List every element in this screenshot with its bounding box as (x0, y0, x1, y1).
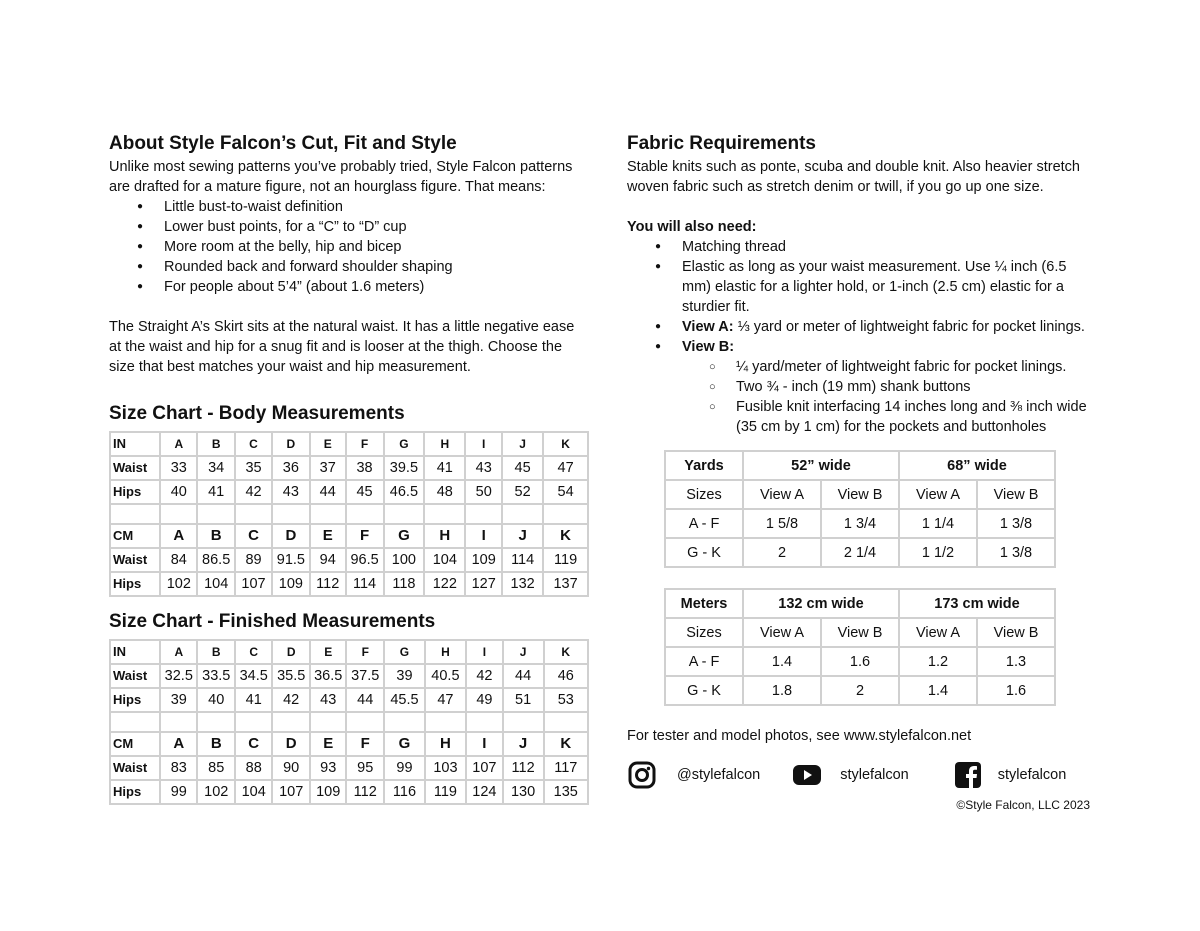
finished-chart-title: Size Chart - Finished Measurements (109, 611, 436, 632)
table-cell: 94 (310, 548, 346, 572)
table-cell: 51 (503, 688, 544, 712)
table-cell: 1 1/4 (899, 509, 977, 538)
table-cell: View A (743, 480, 821, 509)
table-cell: 42 (466, 664, 503, 688)
table-header-cell: H (424, 524, 465, 548)
table-header-cell: J (502, 524, 543, 548)
fit-description: The Straight A’s Skirt sits at the natural waist. It has a little negative ease at the waist and hip for a snug fit and is looser at the thigh. Choose the size that best matches your waist and hip measurement. (109, 319, 575, 375)
table-cell: 89 (235, 548, 272, 572)
table-cell: 52 (502, 480, 543, 504)
table-row (110, 480, 588, 504)
view-b-label: View B: (682, 339, 735, 355)
table-cell: 107 (272, 780, 310, 804)
table-cell: View B (977, 618, 1055, 647)
table-header-cell: 52” wide (743, 451, 899, 480)
table-cell: 119 (425, 780, 466, 804)
table-cell: 37.5 (346, 664, 384, 688)
table-header-cell: E (310, 640, 346, 664)
view-a-label: View A: (682, 319, 734, 335)
fit-bullet: ● Little bust-to-waist definition (109, 197, 589, 217)
table-header-cell: A (160, 524, 197, 548)
table-cell: 104 (424, 548, 465, 572)
table-header-cell: B (197, 432, 235, 456)
table-header-cell: A (160, 640, 197, 664)
fit-bullet: ● Rounded back and forward shoulder shaping (109, 257, 589, 277)
table-cell (346, 504, 384, 524)
table-cell: 114 (346, 572, 384, 596)
table-cell: 39.5 (384, 456, 425, 480)
table-cell: 99 (160, 780, 197, 804)
table-cell: View B (977, 480, 1055, 509)
table-cell: G - K (665, 676, 743, 705)
table-header-cell: K (543, 432, 588, 456)
table-header-cell: I (465, 432, 502, 456)
table-cell: 42 (272, 688, 310, 712)
table-header-cell: F (346, 524, 384, 548)
table-cell: 47 (425, 688, 466, 712)
table-cell: 41 (235, 688, 272, 712)
table-header-cell: D (272, 732, 310, 756)
table-cell (197, 504, 235, 524)
table-cell: 2 1/4 (821, 538, 899, 567)
table-header-cell: 68” wide (899, 451, 1055, 480)
table-cell: 102 (160, 572, 197, 596)
table-cell: 1.2 (899, 647, 977, 676)
table-cell: 103 (425, 756, 466, 780)
table-cell: 46 (544, 664, 588, 688)
table-cell: Waist (110, 548, 160, 572)
table-cell: 90 (272, 756, 310, 780)
table-header-cell: C (235, 640, 272, 664)
table-cell: View A (743, 618, 821, 647)
supply-thread: ● Matching thread (627, 237, 1097, 257)
table-cell: 85 (197, 756, 235, 780)
table-cell: 44 (503, 664, 544, 688)
table-cell: Waist (110, 756, 160, 780)
table-cell: Sizes (665, 618, 743, 647)
table-cell: 40 (197, 688, 235, 712)
table-cell: 100 (384, 548, 425, 572)
facebook-handle: stylefalcon (997, 767, 1067, 783)
table-cell (110, 712, 160, 732)
table-cell: 130 (503, 780, 544, 804)
table-header-cell: I (466, 640, 503, 664)
table-cell: 47 (543, 456, 588, 480)
table-cell: 1.6 (821, 647, 899, 676)
table-cell: 112 (346, 780, 384, 804)
table-header-cell: Meters (665, 589, 743, 618)
table-cell: 2 (743, 538, 821, 567)
table-cell: 96.5 (346, 548, 384, 572)
table-header-cell: C (235, 732, 272, 756)
table-cell: 88 (235, 756, 272, 780)
table-cell: 44 (346, 688, 384, 712)
youtube-handle: stylefalcon (840, 767, 909, 783)
table-cell (197, 712, 235, 732)
facebook-link[interactable] (954, 761, 1067, 789)
table-cell (425, 712, 466, 732)
table-cell: 54 (543, 480, 588, 504)
fit-bullet: ● Lower bust points, for a “C” to “D” cup (109, 217, 589, 237)
table-cell: 32.5 (160, 664, 197, 688)
table-cell: 83 (160, 756, 197, 780)
view-b-item: ○ ¼ yard/meter of lightweight fabric for pocket linings. (682, 357, 1097, 377)
table-cell: 36.5 (310, 664, 346, 688)
instagram-handle: @stylefalcon (677, 767, 761, 783)
table-cell: 1.4 (899, 676, 977, 705)
yards-table (664, 450, 1056, 568)
youtube-icon (792, 764, 822, 786)
table-row (110, 756, 588, 780)
table-header-cell: H (425, 732, 466, 756)
table-cell: Hips (110, 780, 160, 804)
table-row (110, 548, 588, 572)
table-cell: 104 (235, 780, 272, 804)
finished-measurements-table (109, 639, 589, 805)
table-header-cell: A (160, 732, 197, 756)
table-header-cell: G (384, 640, 425, 664)
table-cell: 33 (160, 456, 197, 480)
fabric-intro: Stable knits such as ponte, scuba and double knit. Also heavier stretch woven fabric such as stretch denim or twill, if you go up one size. (627, 159, 1080, 195)
table-cell: 116 (384, 780, 425, 804)
table-cell: 118 (384, 572, 425, 596)
table-row (110, 456, 588, 480)
table-header-row (110, 732, 588, 756)
table-header-cell: A (160, 432, 197, 456)
table-cell: 99 (384, 756, 425, 780)
table-cell: 1.3 (977, 647, 1055, 676)
right-column (627, 131, 1097, 812)
table-cell: 35 (235, 456, 272, 480)
table-cell (384, 504, 425, 524)
table-cell: View B (821, 480, 899, 509)
table-cell: 2 (821, 676, 899, 705)
table-header-cell: D (272, 432, 310, 456)
table-cell: 1.4 (743, 647, 821, 676)
table-cell: Hips (110, 480, 160, 504)
table-cell (502, 504, 543, 524)
table-cell: 86.5 (197, 548, 235, 572)
table-header-cell: J (503, 732, 544, 756)
table-header-cell: D (272, 640, 310, 664)
table-cell (384, 712, 425, 732)
table-header-cell: B (197, 524, 235, 548)
table-cell: 39 (384, 664, 425, 688)
table-header-cell: 173 cm wide (899, 589, 1055, 618)
table-cell: Hips (110, 688, 160, 712)
instagram-link[interactable] (627, 760, 760, 790)
left-column (109, 131, 589, 805)
supply-view-b (627, 337, 1097, 437)
instagram-icon (627, 760, 657, 790)
table-cell: 36 (272, 456, 310, 480)
table-cell (465, 504, 502, 524)
table-cell (424, 504, 465, 524)
table-cell: 135 (544, 780, 588, 804)
table-cell: 34.5 (235, 664, 272, 688)
table-row (110, 712, 588, 732)
table-header-cell: I (466, 732, 503, 756)
table-header-cell: B (197, 732, 235, 756)
spacer (109, 297, 589, 317)
supply-view-a (627, 317, 1097, 337)
table-header-cell: Yards (665, 451, 743, 480)
view-b-item: ○ Two ¾ - inch (19 mm) shank buttons (682, 377, 1097, 397)
table-header-cell: F (346, 640, 384, 664)
table-cell: View B (821, 618, 899, 647)
about-title: About Style Falcon’s Cut, Fit and Style (109, 133, 457, 154)
table-header-cell: D (272, 524, 310, 548)
table-cell (543, 504, 588, 524)
table-cell: 122 (424, 572, 465, 596)
table-header-cell: J (502, 432, 543, 456)
table-cell: 37 (310, 456, 346, 480)
table-cell: 45 (346, 480, 384, 504)
table-cell: 41 (197, 480, 235, 504)
table-header-cell: F (346, 732, 384, 756)
view-b-item: ○ Fusible knit interfacing 14 inches long and ⅜ inch wide (35 cm by 1 cm) for the pockets and buttonholes (682, 397, 1097, 437)
table-cell: 109 (465, 548, 502, 572)
table-cell: 45 (502, 456, 543, 480)
table-cell: 39 (160, 688, 197, 712)
table-cell: 41 (424, 456, 465, 480)
table-cell: View A (899, 618, 977, 647)
table-cell: Waist (110, 456, 160, 480)
table-cell: 137 (543, 572, 588, 596)
table-cell: 1 3/8 (977, 538, 1055, 567)
table-cell: 112 (503, 756, 544, 780)
table-cell: G - K (665, 538, 743, 567)
table-row (110, 664, 588, 688)
table-cell: 107 (235, 572, 272, 596)
table-cell: 1.6 (977, 676, 1055, 705)
supply-elastic: ● Elastic as long as your waist measurement. Use ¼ inch (6.5 mm) elastic for a lighter hold, or 1-inch (2.5 cm) elastic for a sturdier fit. (627, 257, 1097, 317)
table-cell: 107 (466, 756, 503, 780)
table-cell: 43 (272, 480, 310, 504)
table-row (110, 688, 588, 712)
table-cell: 1 3/4 (821, 509, 899, 538)
table-cell (272, 504, 310, 524)
table-cell (110, 504, 160, 524)
copyright: ©Style Falcon, LLC 2023 (956, 798, 1090, 812)
table-cell: 42 (235, 480, 272, 504)
table-cell: 124 (466, 780, 503, 804)
meters-table (664, 588, 1056, 706)
table-cell: 46.5 (384, 480, 425, 504)
table-header-cell: C (235, 432, 272, 456)
table-cell (160, 712, 197, 732)
photos-link-text: For tester and model photos, see www.stylefalcon.net (627, 728, 972, 744)
table-cell: 1 3/8 (977, 509, 1055, 538)
table-cell: A - F (665, 509, 743, 538)
table-cell (310, 712, 346, 732)
table-header-cell: CM (110, 732, 160, 756)
table-cell: Waist (110, 664, 160, 688)
table-header-cell: IN (110, 640, 160, 664)
table-cell: 48 (424, 480, 465, 504)
fit-bullet: ● More room at the belly, hip and bicep (109, 237, 589, 257)
table-header-cell: I (465, 524, 502, 548)
table-cell: 109 (272, 572, 310, 596)
table-cell (503, 712, 544, 732)
table-header-row (110, 640, 588, 664)
table-cell: 114 (502, 548, 543, 572)
table-header-cell: G (384, 524, 425, 548)
table-cell: 132 (502, 572, 543, 596)
table-header-cell: 132 cm wide (743, 589, 899, 618)
table-header-row (110, 524, 588, 548)
table-cell: 43 (465, 456, 502, 480)
table-cell: 104 (197, 572, 235, 596)
table-header-cell: C (235, 524, 272, 548)
table-cell (466, 712, 503, 732)
spacer (627, 197, 1097, 217)
table-cell: A - F (665, 647, 743, 676)
table-cell: 43 (310, 688, 346, 712)
table-header-cell: J (503, 640, 544, 664)
table-cell: 102 (197, 780, 235, 804)
table-header-cell: G (384, 732, 425, 756)
table-header-cell: E (310, 732, 346, 756)
body-measurements-table (109, 431, 589, 597)
social-links (627, 760, 1097, 790)
table-cell: 119 (543, 548, 588, 572)
fit-bullet-list (109, 197, 589, 297)
youtube-link[interactable] (792, 764, 909, 786)
table-cell: 45.5 (384, 688, 425, 712)
table-cell: 95 (346, 756, 384, 780)
table-cell: 44 (310, 480, 346, 504)
table-cell: 35.5 (272, 664, 310, 688)
table-cell: 53 (544, 688, 588, 712)
table-header-cell: K (544, 732, 588, 756)
table-cell: 40.5 (425, 664, 466, 688)
table-cell: 1 1/2 (899, 538, 977, 567)
table-cell (235, 712, 272, 732)
table-cell: 109 (310, 780, 346, 804)
table-row (110, 504, 588, 524)
fit-bullet: ● For people about 5’4” (about 1.6 meters) (109, 277, 589, 297)
table-header-cell: H (425, 640, 466, 664)
body-chart-title: Size Chart - Body Measurements (109, 403, 405, 424)
table-header-cell: B (197, 640, 235, 664)
table-header-cell: IN (110, 432, 160, 456)
table-cell (544, 712, 588, 732)
table-cell: 84 (160, 548, 197, 572)
table-row (110, 780, 588, 804)
table-header-cell: E (310, 432, 346, 456)
table-cell: Sizes (665, 480, 743, 509)
table-cell (346, 712, 384, 732)
table-header-cell: H (424, 432, 465, 456)
fabric-title: Fabric Requirements (627, 133, 816, 154)
table-cell: 50 (465, 480, 502, 504)
table-cell: 40 (160, 480, 197, 504)
table-cell (235, 504, 272, 524)
table-cell: 91.5 (272, 548, 310, 572)
table-cell: 49 (466, 688, 503, 712)
view-a-text: ⅓ yard or meter of lightweight fabric for pocket linings. (733, 319, 1085, 335)
table-cell: 34 (197, 456, 235, 480)
table-cell: 93 (310, 756, 346, 780)
table-cell (160, 504, 197, 524)
table-cell: 1 5/8 (743, 509, 821, 538)
table-header-row (110, 432, 588, 456)
table-cell: 38 (346, 456, 384, 480)
table-header-cell: G (384, 432, 425, 456)
table-header-cell: F (346, 432, 384, 456)
view-b-sublist (627, 357, 1097, 437)
table-cell: 112 (310, 572, 346, 596)
table-cell (310, 504, 346, 524)
table-row (110, 572, 588, 596)
table-cell: 127 (465, 572, 502, 596)
table-cell: 33.5 (197, 664, 235, 688)
table-cell: 117 (544, 756, 588, 780)
table-cell (272, 712, 310, 732)
table-cell: View A (899, 480, 977, 509)
table-header-cell: K (544, 640, 588, 664)
facebook-icon (954, 761, 982, 789)
supplies-list (627, 237, 1097, 437)
also-need-heading: You will also need: (627, 219, 757, 235)
table-header-cell: K (543, 524, 588, 548)
table-header-cell: E (310, 524, 346, 548)
table-cell: Hips (110, 572, 160, 596)
about-intro: Unlike most sewing patterns you’ve probably tried, Style Falcon patterns are drafted for a mature figure, not an hourglass figure. That means: (109, 159, 573, 195)
table-header-cell: CM (110, 524, 160, 548)
table-cell: 1.8 (743, 676, 821, 705)
